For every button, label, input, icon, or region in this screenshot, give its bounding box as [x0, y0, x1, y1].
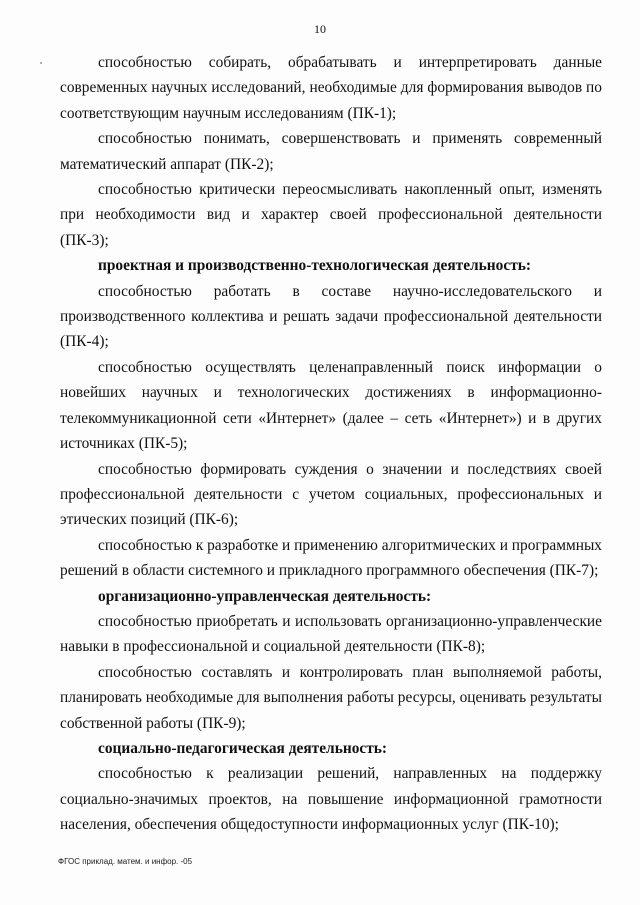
competency-pk-6: способностью формировать суждения о значении и последствиях своей профессиональной деятельности с учетом социальных, профессиональных и этических позиций (ПК-6); — [60, 460, 602, 529]
competency-pk-4: способностью работать в составе научно-исследовательского и производственного коллектива и решать задачи профессиональной деятельности (ПК-4); — [60, 282, 602, 351]
competency-pk-1: способностью собирать, обрабатывать и интерпретировать данные современных научных исследований, необходимые для формирования выводов по соответствующим научным исследованиям (ПК-1); — [60, 54, 602, 122]
competency-pk-5: способностью осуществлять целенаправленный поиск информации о новейших научных и технологических достижениях в информационно-телекоммуникационной сети «Интернет» (далее – сеть «Интернет») и в других источниках (ПК-5); — [60, 358, 602, 453]
competency-pk-3: способностью критически переосмысливать накопленный опыт, изменять при необходимости вид и характер своей профессиональной деятельности (ПК-3); — [60, 181, 602, 249]
document-body — [60, 50, 602, 838]
section-heading-organizational: организационно-управленческая деятельность: — [98, 587, 432, 605]
scan-speck — [40, 62, 42, 64]
page-number: 10 — [314, 22, 326, 36]
section-heading-project: проектная и производственно-технологическая деятельность: — [98, 257, 532, 275]
competency-pk-7: способностью к разработке и применению алгоритмических и программных решений в области системного и прикладного программного обеспечения (ПК-7); — [60, 536, 602, 580]
footer-note: ФГОС приклад. матем. и инфор. -05 — [58, 857, 193, 866]
competency-pk-8: способностью приобретать и использовать организационно-управленческие навыки в профессиональной и социальной деятельности (ПК-8); — [60, 612, 602, 656]
competency-pk-9: способностью составлять и контролировать план выполняемой работы, планировать необходимые для выполнения работы ресурсы, оценивать результаты собственной работы (ПК-9); — [60, 663, 602, 732]
section-heading-social-pedagogical: социально-педагогическая деятельность: — [98, 739, 388, 757]
competency-pk-2: способностью понимать, совершенствовать и применять современный математический аппарат (ПК-2); — [60, 130, 602, 173]
competency-pk-10: способностью к реализации решений, направленных на поддержку социально-значимых проектов, на повышение информационной грамотности населения, обеспечения общедоступности информационных услуг (ПК-10); — [60, 765, 602, 834]
